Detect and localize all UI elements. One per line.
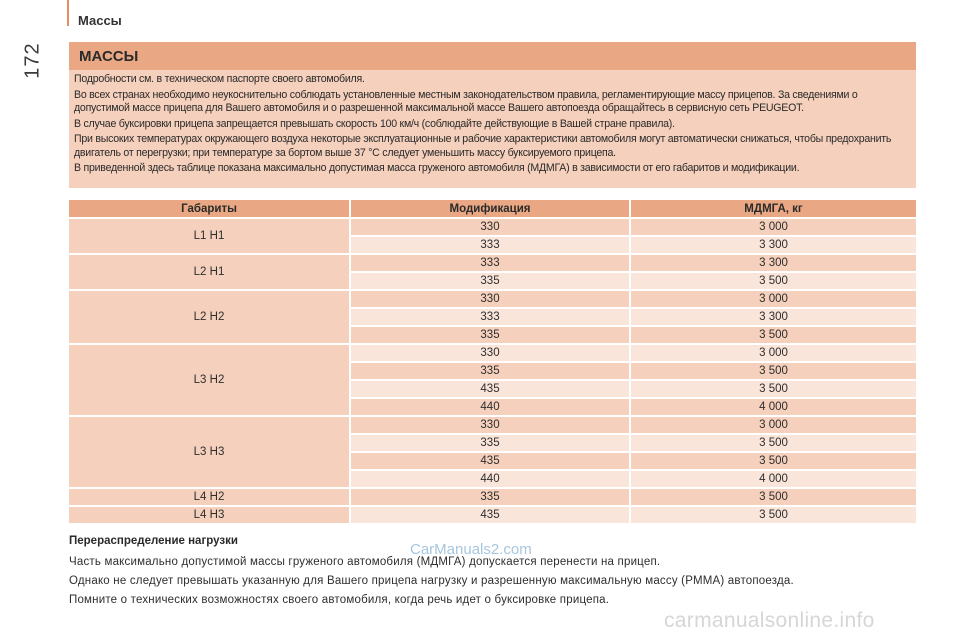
mass-cell: 3 500 (629, 381, 916, 397)
mass-cell: 3 000 (629, 219, 916, 235)
header-max-mass: МДМГА, кг (629, 200, 916, 217)
table-header-row (69, 200, 916, 217)
modification-cell: 435 (349, 507, 629, 523)
modification-cell: 435 (349, 381, 629, 397)
mass-cell: 3 500 (629, 435, 916, 451)
info-paragraph: При высоких температурах окружающего воздуха некоторые эксплуатационные и рабочие характеристики автомобиля могут автоматически снижаться, чтобы предохранить двигатель от перегрузки; при температуре за бортом выше 37 °C следует уменьшить массу буксируемого прицепа. (74, 133, 892, 159)
page-number (18, 30, 48, 90)
header-modification: Модификация (349, 200, 629, 217)
modification-cell: 435 (349, 453, 629, 469)
mass-cell: 3 300 (629, 255, 916, 271)
load-paragraph: Однако не следует превышать указанную для Вашего прицепа нагрузку и разрешенную максимальную массу (РММА) автопоезда. (69, 575, 794, 587)
dimension-cell: L1 H1 (69, 219, 349, 253)
header-dimensions: Габариты (69, 200, 349, 217)
modification-cell: 440 (349, 471, 629, 487)
modification-cell: 335 (349, 363, 629, 379)
info-paragraph: Во всех странах необходимо неукоснительно соблюдать установленные местным законодательством правила, регламентирующие массу прицепов. За сведениями о допустимой массе прицепа для Вашего автомобиля и о разрешенной максимальной массе Вашего автопоезда обращайтесь в сервисную сеть PEUGEOT. (74, 88, 858, 114)
mass-cell: 3 300 (629, 309, 916, 325)
load-paragraph: Помните о технических возможностях своего автомобиля, когда речь идет о буксировке прицепа. (69, 594, 610, 606)
mass-cell: 3 000 (629, 417, 916, 433)
mass-cell: 3 500 (629, 273, 916, 289)
mass-cell: 4 000 (629, 471, 916, 487)
load-section-title: Перераспределение нагрузки (69, 535, 238, 547)
header-accent-line (67, 0, 69, 26)
table-row (69, 507, 916, 523)
mass-cell: 4 000 (629, 399, 916, 415)
info-box-body (69, 70, 916, 176)
table-row (69, 489, 916, 505)
dimension-cell: L4 H3 (69, 507, 349, 523)
modification-cell: 333 (349, 237, 629, 253)
table-row (69, 255, 916, 271)
modification-cell: 335 (349, 435, 629, 451)
modification-cell: 440 (349, 399, 629, 415)
page-number-text: 172 (21, 41, 44, 79)
mass-cell: 3 500 (629, 453, 916, 469)
dimension-cell: L4 H2 (69, 489, 349, 505)
mass-cell: 3 500 (629, 507, 916, 523)
table-row (69, 417, 916, 433)
dimension-cell: L3 H2 (69, 345, 349, 415)
mass-cell: 3 500 (629, 327, 916, 343)
modification-cell: 330 (349, 345, 629, 361)
modification-cell: 333 (349, 309, 629, 325)
modification-cell: 335 (349, 327, 629, 343)
info-paragraph: В случае буксировки прицепа запрещается превышать скорость 100 км/ч (соблюдайте действующие в Вашей стране правила). (74, 117, 675, 130)
watermark-carmanuals2: CarManuals2.com (410, 541, 532, 558)
mass-cell: 3 000 (629, 345, 916, 361)
info-box-title: МАССЫ (69, 42, 916, 70)
page-header-title: Массы (78, 13, 122, 28)
info-box (69, 42, 916, 188)
dimension-cell: L3 H3 (69, 417, 349, 487)
watermark-carmanualsonline: carmanualsonline.info (664, 609, 875, 632)
modification-cell: 335 (349, 273, 629, 289)
modification-cell: 335 (349, 489, 629, 505)
mass-table (69, 198, 916, 525)
mass-cell: 3 500 (629, 363, 916, 379)
modification-cell: 333 (349, 255, 629, 271)
table-row (69, 291, 916, 307)
modification-cell: 330 (349, 291, 629, 307)
info-paragraph: В приведенной здесь таблице показана максимально допустимая масса груженого автомобиля (МДМГА) в зависимости от его габаритов и модификации. (74, 162, 800, 174)
info-paragraph: Подробности см. в техническом паспорте своего автомобиля. (74, 73, 365, 85)
load-paragraph: Часть максимально допустимой массы груженого автомобиля (МДМГА) допускается перенести на прицеп. (69, 556, 661, 568)
modification-cell: 330 (349, 219, 629, 235)
modification-cell: 330 (349, 417, 629, 433)
dimension-cell: L2 H2 (69, 291, 349, 343)
mass-cell: 3 000 (629, 291, 916, 307)
table-row (69, 219, 916, 235)
table-row (69, 345, 916, 361)
dimension-cell: L2 H1 (69, 255, 349, 289)
mass-cell: 3 300 (629, 237, 916, 253)
mass-cell: 3 500 (629, 489, 916, 505)
